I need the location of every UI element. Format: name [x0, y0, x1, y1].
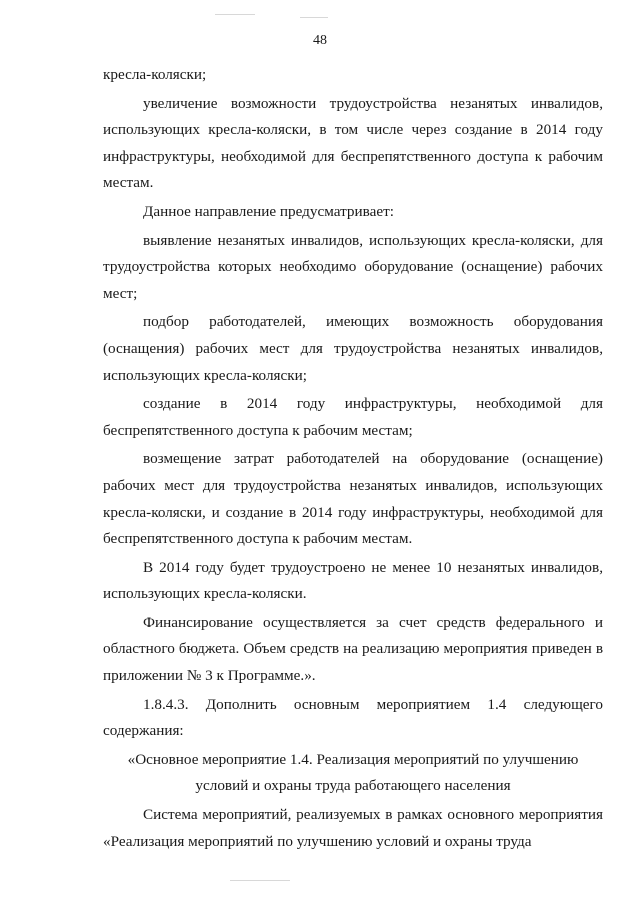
paragraph-4: выявление незанятых инвалидов, использующих кресла-коляски, для трудоустройства которых необходимо оборудование (оснащение) рабочих мест; [103, 231, 603, 302]
body-text [103, 60, 603, 855]
section-heading-line-2: условий и охраны труда работающего населения [195, 777, 511, 795]
scan-artifact [300, 17, 328, 18]
paragraph-2: увеличение возможности трудоустройства незанятых инвалидов, использующих кресла-коляски, в том числе через создание в 2014 году инфраструктуры, необходимой для беспрепятственного доступа к рабочим местам. [103, 94, 603, 192]
paragraph-3: Данное направление предусматривает: [143, 202, 394, 220]
paragraph-6: создание в 2014 году инфраструктуры, необходимой для беспрепятственного доступа к рабочим местам; [103, 395, 603, 439]
paragraph-5: подбор работодателей, имеющих возможность оборудования (оснащения) рабочих мест для трудоустройства незанятых инвалидов, использующих кресла-коляски; [103, 313, 603, 384]
paragraph-1: кресла-коляски; [103, 66, 207, 83]
paragraph-8: В 2014 году будет трудоустроено не менее 10 незанятых инвалидов, использующих кресла-коляски. [103, 558, 603, 603]
paragraph-10: 1.8.4.3. Дополнить основным мероприятием 1.4 следующего содержания: [103, 695, 603, 740]
section-heading-line-1: «Основное мероприятие 1.4. Реализация мероприятий по улучшению [127, 750, 579, 768]
page-number: 48 [313, 33, 327, 48]
paragraph-7: возмещение затрат работодателей на оборудование (оснащение) рабочих мест для трудоустройства незанятых инвалидов, использующих кресла-коляски, и создание в 2014 году инфраструктуры, необходимой для беспрепятственного доступа к рабочим местам. [103, 450, 603, 548]
scan-artifact [215, 14, 255, 15]
paragraph-11: Система мероприятий, реализуемых в рамках основного мероприятия «Реализация мероприятий по улучшению условий и охраны труда [103, 806, 603, 850]
scan-artifact [230, 880, 290, 881]
paragraph-9: Финансирование осуществляется за счет средств федерального и областного бюджета. Объем средств на реализацию мероприятия приведен в приложении № 3 к Программе.». [103, 613, 603, 685]
